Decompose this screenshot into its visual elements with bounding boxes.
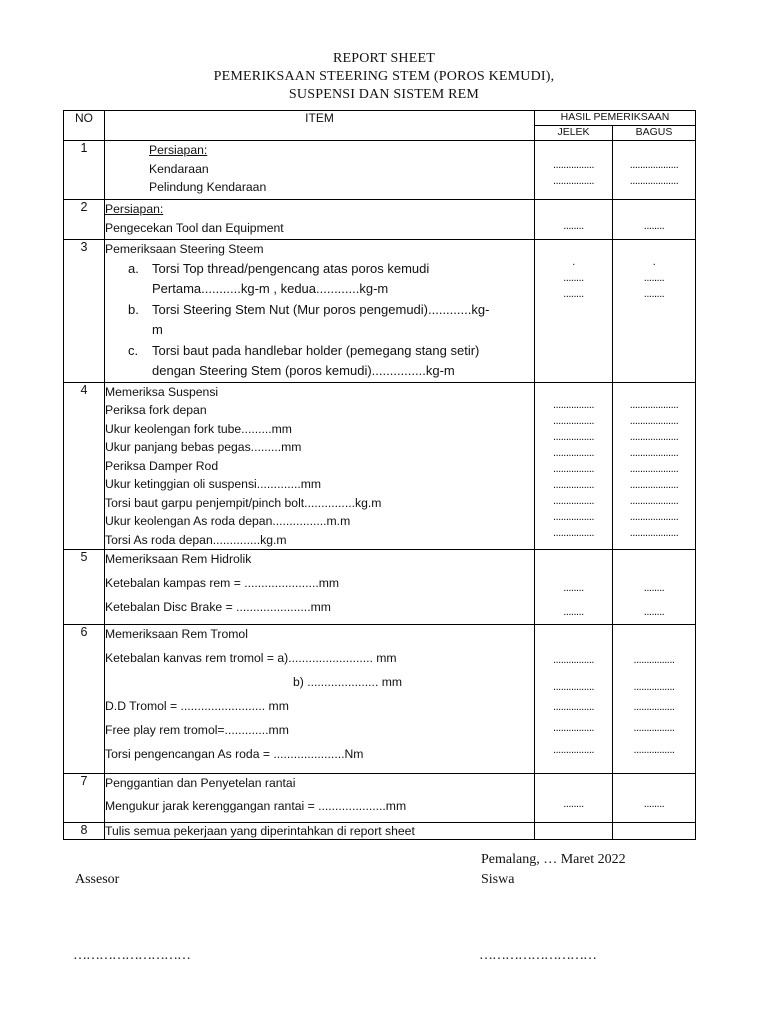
- table-row: [64, 200, 696, 240]
- subitem-continuation: m: [152, 322, 163, 337]
- row-number: 2: [64, 200, 105, 240]
- jelek-mark: ................: [553, 744, 594, 756]
- jelek-mark: ................: [553, 701, 594, 713]
- row-number: 5: [64, 550, 105, 625]
- jelek-cell: [535, 200, 613, 240]
- jelek-cell: [535, 240, 613, 383]
- item-line: Persiapan:: [149, 143, 208, 157]
- table-row: [64, 240, 696, 383]
- jelek-cell: [535, 625, 613, 774]
- item-line: Mengukur jarak kerenggangan rantai = ....................mm: [105, 798, 407, 813]
- bagus-mark: ........: [643, 220, 665, 232]
- item-cell: [105, 550, 535, 625]
- subitem-continuation: dengan Steering Stem (poros kemudi)...............kg-m: [152, 363, 455, 378]
- item-cell: [105, 382, 535, 550]
- item-line: Pelindung Kendaraan: [149, 180, 267, 194]
- jelek-mark: ................: [553, 462, 594, 475]
- header-no: NO: [64, 111, 105, 141]
- jelek-mark: .: [572, 256, 575, 268]
- item-line: Ukur ketinggian oli suspensi.............mm: [105, 477, 322, 491]
- bagus-cell: [613, 200, 696, 240]
- item-line: Torsi baut garpu penjempit/pinch bolt...............kg.m: [105, 495, 382, 510]
- subitem-key: c.: [128, 342, 139, 358]
- table-row: [64, 550, 696, 625]
- item-line: Pengecekan Tool dan Equipment: [105, 220, 284, 235]
- jelek-mark: ................: [553, 526, 594, 539]
- bagus-cell: [613, 141, 696, 200]
- bagus-mark: ................: [633, 701, 675, 713]
- jelek-cell: [535, 550, 613, 625]
- table-row: [64, 141, 696, 200]
- jelek-mark: ........: [563, 582, 584, 594]
- bagus-cell: [613, 550, 696, 625]
- subitem-continuation: Pertama...........kg-m , kedua............kg-m: [152, 281, 389, 296]
- jelek-mark: ................: [553, 430, 594, 443]
- bagus-mark: ........: [643, 288, 665, 300]
- item-line: Ukur keolengan As roda depan................m.m: [105, 514, 351, 528]
- bagus-mark: ........: [643, 606, 665, 618]
- jelek-mark: ................: [553, 494, 594, 507]
- subitem-c: [105, 341, 534, 362]
- jelek-mark: ........: [563, 272, 584, 284]
- jelek-mark: ........: [563, 220, 584, 232]
- item-line: Torsi As roda depan..............kg.m: [105, 532, 287, 547]
- item-line: Periksa fork depan: [105, 403, 207, 417]
- bagus-cell: [613, 382, 696, 550]
- item-line: Torsi pengencangan As roda = .....................Nm: [105, 746, 364, 761]
- jelek-mark: ................: [553, 681, 594, 693]
- jelek-mark: ................: [553, 446, 594, 459]
- item-line: Tulis semua pekerjaan yang diperintahkan di report sheet: [105, 824, 415, 838]
- place-date: Pemalang, … Maret 2022: [481, 852, 626, 867]
- bagus-mark: .: [652, 256, 656, 268]
- header-bagus: BAGUS: [613, 126, 696, 141]
- jelek-mark: ........: [563, 606, 584, 618]
- item-line: b) ..................... mm: [293, 674, 403, 689]
- item-cell: [105, 625, 535, 774]
- item-cell: [105, 823, 535, 840]
- header-item: ITEM: [105, 111, 535, 141]
- bagus-mark: ...................: [629, 430, 679, 443]
- bagus-mark: ...................: [629, 175, 679, 187]
- item-cell: [105, 200, 535, 240]
- bagus-mark: ................: [633, 654, 675, 666]
- jelek-mark: ................: [553, 159, 594, 171]
- bagus-mark: ........: [643, 582, 665, 594]
- jelek-mark: ........: [563, 288, 584, 300]
- bagus-mark: ...................: [629, 414, 679, 427]
- bagus-mark: ...................: [629, 462, 679, 475]
- subitem-b: [105, 300, 534, 321]
- jelek-cell: [535, 774, 613, 823]
- bagus-mark: ...................: [629, 510, 679, 523]
- item-heading: Memeriksaan Rem Tromol: [105, 627, 248, 641]
- subitem-text: Torsi Steering Stem Nut (Mur poros pengemudi)............kg-: [152, 301, 490, 317]
- item-cell: [105, 141, 535, 200]
- subitem-text: Torsi baut pada handlebar holder (pemegang stang setir): [152, 342, 480, 358]
- subitem-key: b.: [128, 301, 139, 317]
- table-row: [64, 774, 696, 823]
- table-row: [64, 625, 696, 774]
- row-number: 1: [64, 141, 105, 200]
- item-line: Kendaraan: [149, 161, 209, 176]
- report-title: [0, 50, 768, 104]
- bagus-mark: ................: [633, 681, 675, 693]
- row-number: 6: [64, 625, 105, 774]
- header-hasil: HASIL PEMERIKSAAN: [535, 111, 696, 126]
- subitem-a: [105, 259, 534, 280]
- jelek-mark: ................: [553, 398, 594, 411]
- row-number: 3: [64, 240, 105, 383]
- header-jelek: JELEK: [535, 126, 613, 141]
- item-line: Periksa Damper Rod: [105, 458, 219, 473]
- item-heading: Memeriksaan Rem Hidrolik: [105, 552, 252, 566]
- item-line: Ketebalan kampas rem = ......................mm: [105, 575, 340, 590]
- bagus-mark: ........: [643, 798, 665, 810]
- header-row: [64, 111, 696, 126]
- jelek-mark: ........: [563, 798, 584, 810]
- item-cell: [105, 240, 535, 383]
- item-heading: Pemeriksaan Steering Steem: [105, 242, 264, 256]
- subitem-key: a.: [128, 260, 139, 276]
- item-line: D.D Tromol = ......................... mm: [105, 698, 289, 713]
- title-line-3: SUSPENSI DAN SISTEM REM: [288, 87, 480, 102]
- assesor-label: Assesor: [75, 872, 120, 887]
- report-table: [63, 110, 696, 840]
- jelek-cell: [535, 823, 613, 840]
- item-cell: [105, 774, 535, 823]
- jelek-mark: ................: [553, 414, 594, 427]
- table-row: [64, 382, 696, 550]
- item-heading: Penggantian dan Penyetelan rantai: [105, 776, 296, 790]
- jelek-mark: ................: [553, 654, 594, 666]
- bagus-cell: [613, 774, 696, 823]
- bagus-mark: ................: [633, 744, 675, 756]
- jelek-mark: ................: [553, 510, 594, 523]
- bagus-mark: ...................: [629, 526, 679, 539]
- row-number: 7: [64, 774, 105, 823]
- jelek-cell: [535, 141, 613, 200]
- bagus-mark: ...................: [629, 159, 679, 171]
- table-row: [64, 823, 696, 840]
- item-line: Ketebalan Disc Brake = ......................mm: [105, 599, 331, 614]
- item-line: Persiapan:: [105, 202, 164, 216]
- siswa-label: Siswa: [481, 872, 515, 887]
- jelek-mark: ................: [553, 478, 594, 491]
- bagus-cell: [613, 625, 696, 774]
- bagus-mark: ...................: [629, 398, 679, 411]
- bagus-mark: ................: [633, 722, 675, 734]
- jelek-mark: ................: [553, 175, 594, 187]
- subitem-text: Torsi Top thread/pengencang atas poros kemudi: [152, 260, 430, 276]
- item-line: Ukur panjang bebas pegas.........mm: [105, 440, 302, 454]
- bagus-mark: ...................: [629, 494, 679, 507]
- row-number: 4: [64, 382, 105, 550]
- bagus-mark: ...................: [629, 446, 679, 459]
- item-line: Ukur keolengan fork tube.........mm: [105, 421, 292, 436]
- item-line: Ketebalan kanvas rem tromol = a)......................... mm: [105, 650, 397, 665]
- row-number: 8: [64, 823, 105, 840]
- title-line-2: PEMERIKSAAN STEERING STEM (POROS KEMUDI),: [213, 69, 555, 84]
- siswa-signature-line: ………………………: [479, 948, 596, 963]
- item-line: Memeriksa Suspensi: [105, 384, 219, 399]
- bagus-cell: [613, 240, 696, 383]
- bagus-mark: ........: [643, 272, 665, 284]
- assesor-signature-line: ………………………: [73, 948, 190, 963]
- bagus-mark: ...................: [629, 478, 679, 491]
- title-line-1: REPORT SHEET: [332, 51, 436, 66]
- bagus-cell: [613, 823, 696, 840]
- item-line: Free play rem tromol=.............mm: [105, 722, 289, 737]
- jelek-cell: [535, 382, 613, 550]
- jelek-mark: ................: [553, 722, 594, 734]
